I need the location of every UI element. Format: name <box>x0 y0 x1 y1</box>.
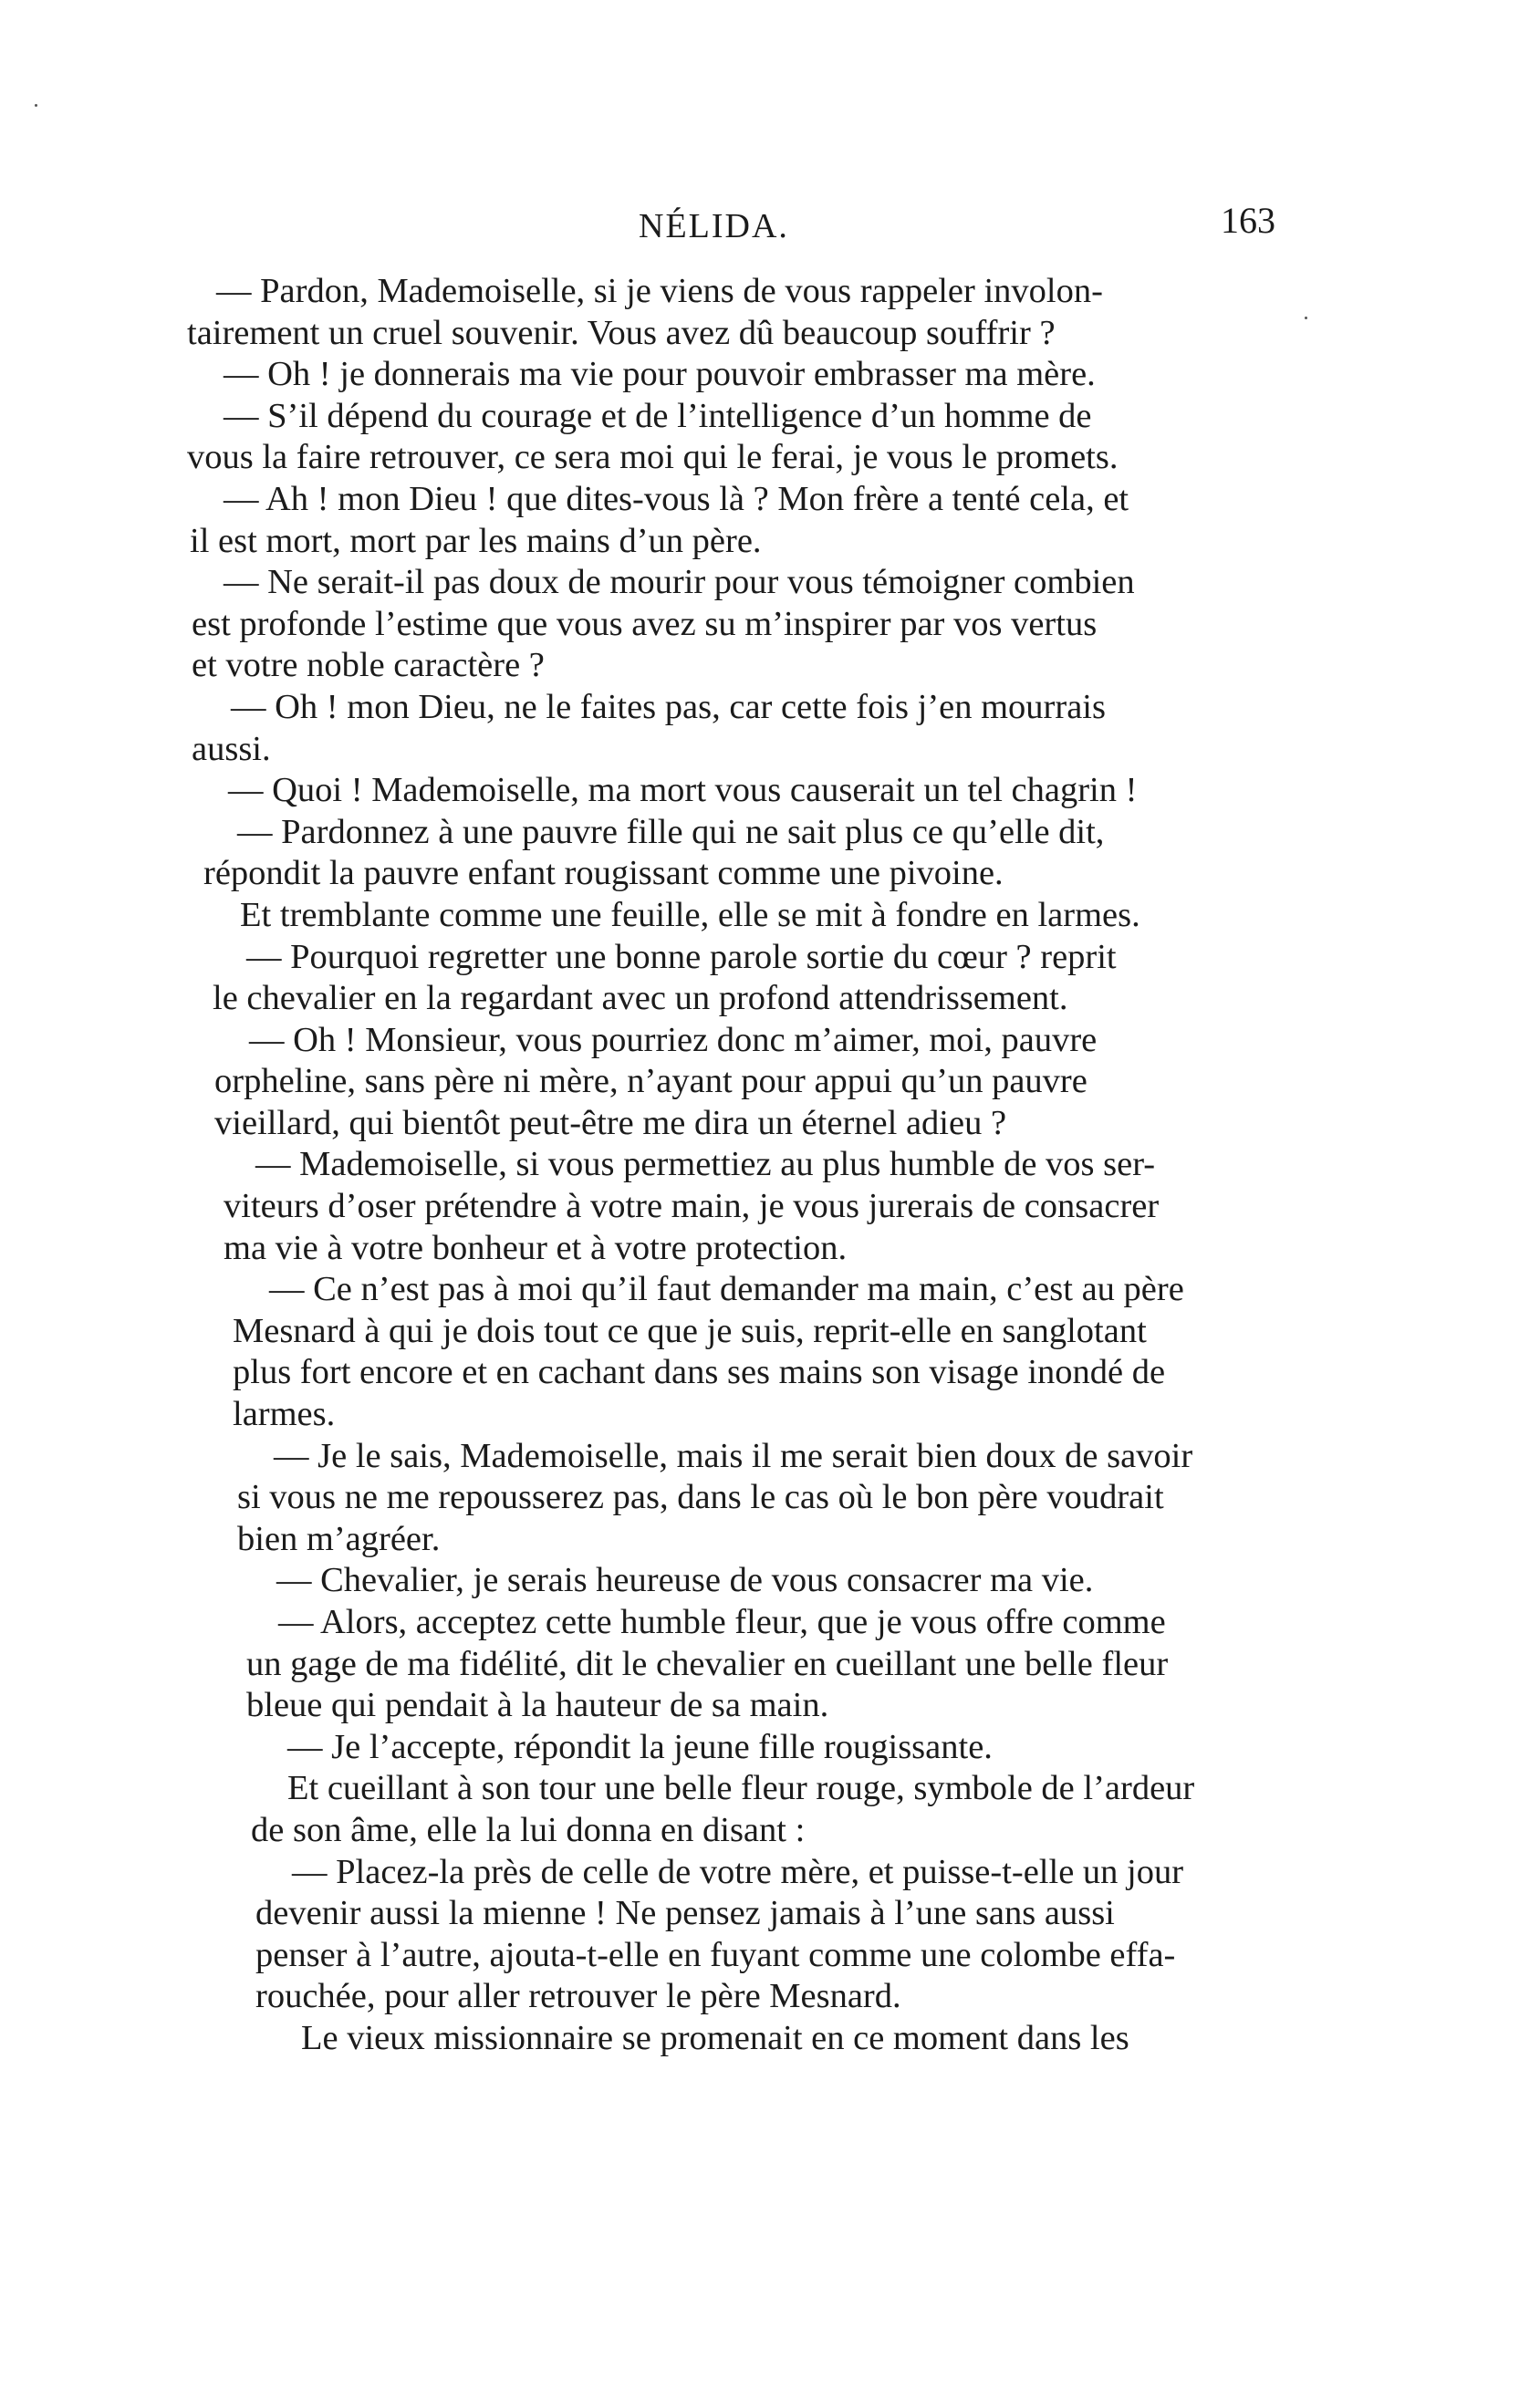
text-line: et votre noble caractère ? <box>192 646 545 685</box>
text-line: Et cueillant à son tour une belle fleur rouge, symbole de l’ardeur <box>287 1769 1195 1808</box>
text-line: vous la faire retrouver, ce sera moi qui le ferai, je vous le promets. <box>187 438 1119 477</box>
text-line: Mesnard à qui je dois tout ce que je suis, reprit-elle en sanglotant <box>233 1311 1147 1350</box>
text-line: orpheline, sans père ni mère, n’ayant pour appui qu’un pauvre <box>214 1062 1087 1101</box>
text-line: de son âme, elle la lui donna en disant : <box>251 1810 806 1849</box>
text-line: — Ne serait-il pas doux de mourir pour vous témoigner combien <box>224 563 1135 602</box>
text-line: rouchée, pour aller retrouver le père Mesnard. <box>255 1977 901 2016</box>
text-line: si vous ne me repousserez pas, dans le cas où le bon père voudrait <box>237 1478 1164 1517</box>
text-line: il est mort, mort par les mains d’un père. <box>190 521 762 560</box>
text-line: devenir aussi la mienne ! Ne pensez jamais à l’une sans aussi <box>255 1894 1115 1933</box>
text-line: penser à l’autre, ajouta-t-elle en fuyant comme une colombe effa- <box>255 1935 1176 1974</box>
page-number: 163 <box>1221 200 1275 241</box>
body-text <box>187 271 1366 2060</box>
text-line: plus fort encore et en cachant dans ses mains son visage inondé de <box>233 1353 1166 1392</box>
text-line: — Quoi ! Mademoiselle, ma mort vous causerait un tel chagrin ! <box>228 771 1138 810</box>
text-line: — Ah ! mon Dieu ! que dites-vous là ? Mon frère a tenté cela, et <box>224 479 1129 518</box>
text-line: bien m’agréer. <box>237 1519 441 1558</box>
text-line: le chevalier en la regardant avec un profond attendrissement. <box>213 979 1068 1018</box>
text-line: répondit la pauvre enfant rougissant comme une pivoine. <box>203 854 1004 893</box>
text-line: — Oh ! je donnerais ma vie pour pouvoir embrasser ma mère. <box>224 355 1096 394</box>
text-line: Et tremblante comme une feuille, elle se mit à fondre en larmes. <box>240 895 1140 934</box>
paper-speck <box>35 104 37 107</box>
text-line: — S’il dépend du courage et de l’intelligence d’un homme de <box>224 396 1092 435</box>
text-line: — Placez-la près de celle de votre mère, et puisse-t-elle un jour <box>292 1852 1184 1891</box>
text-line: — Pardon, Mademoiselle, si je viens de vous rappeler involon- <box>216 272 1103 310</box>
text-line: Le vieux missionnaire se promenait en ce moment dans les <box>301 2018 1129 2057</box>
text-line: — Pourquoi regretter une bonne parole sortie du cœur ? reprit <box>246 937 1117 976</box>
text-line: aussi. <box>192 729 271 768</box>
text-line: — Ce n’est pas à moi qu’il faut demander ma main, c’est au père <box>269 1270 1184 1309</box>
text-line: — Pardonnez à une pauvre fille qui ne sait plus ce qu’elle dit, <box>237 812 1105 851</box>
text-line: est profonde l’estime que vous avez su m’inspirer par vos vertus <box>192 604 1098 643</box>
text-line: — Mademoiselle, si vous permettiez au plus humble de vos ser- <box>255 1145 1156 1184</box>
text-line: — Chevalier, je serais heureuse de vous consacrer ma vie. <box>276 1561 1094 1600</box>
text-line: — Je l’accepte, répondit la jeune fille rougissante. <box>287 1727 993 1766</box>
running-title: NÉLIDA. <box>639 207 789 245</box>
text-line: — Oh ! mon Dieu, ne le faites pas, car cette fois j’en mourrais <box>231 687 1106 726</box>
text-line: — Je le sais, Mademoiselle, mais il me serait bien doux de savoir <box>274 1436 1193 1475</box>
text-line: viteurs d’oser prétendre à votre main, je vous jurerais de consacrer <box>224 1187 1160 1226</box>
text-line: larmes. <box>233 1395 336 1434</box>
text-line: vieillard, qui bientôt peut-être me dira un éternel adieu ? <box>214 1103 1007 1142</box>
text-line: — Alors, acceptez cette humble fleur, que je vous offre comme <box>278 1603 1166 1641</box>
text-line: un gage de ma fidélité, dit le chevalier en cueillant une belle fleur <box>246 1644 1169 1683</box>
text-line: bleue qui pendait à la hauteur de sa main. <box>246 1686 829 1725</box>
text-line: — Oh ! Monsieur, vous pourriez donc m’aimer, moi, pauvre <box>249 1020 1098 1059</box>
text-line: ma vie à votre bonheur et à votre protection. <box>224 1228 848 1267</box>
text-line: tairement un cruel souvenir. Vous avez dû beaucoup souffrir ? <box>187 313 1056 352</box>
